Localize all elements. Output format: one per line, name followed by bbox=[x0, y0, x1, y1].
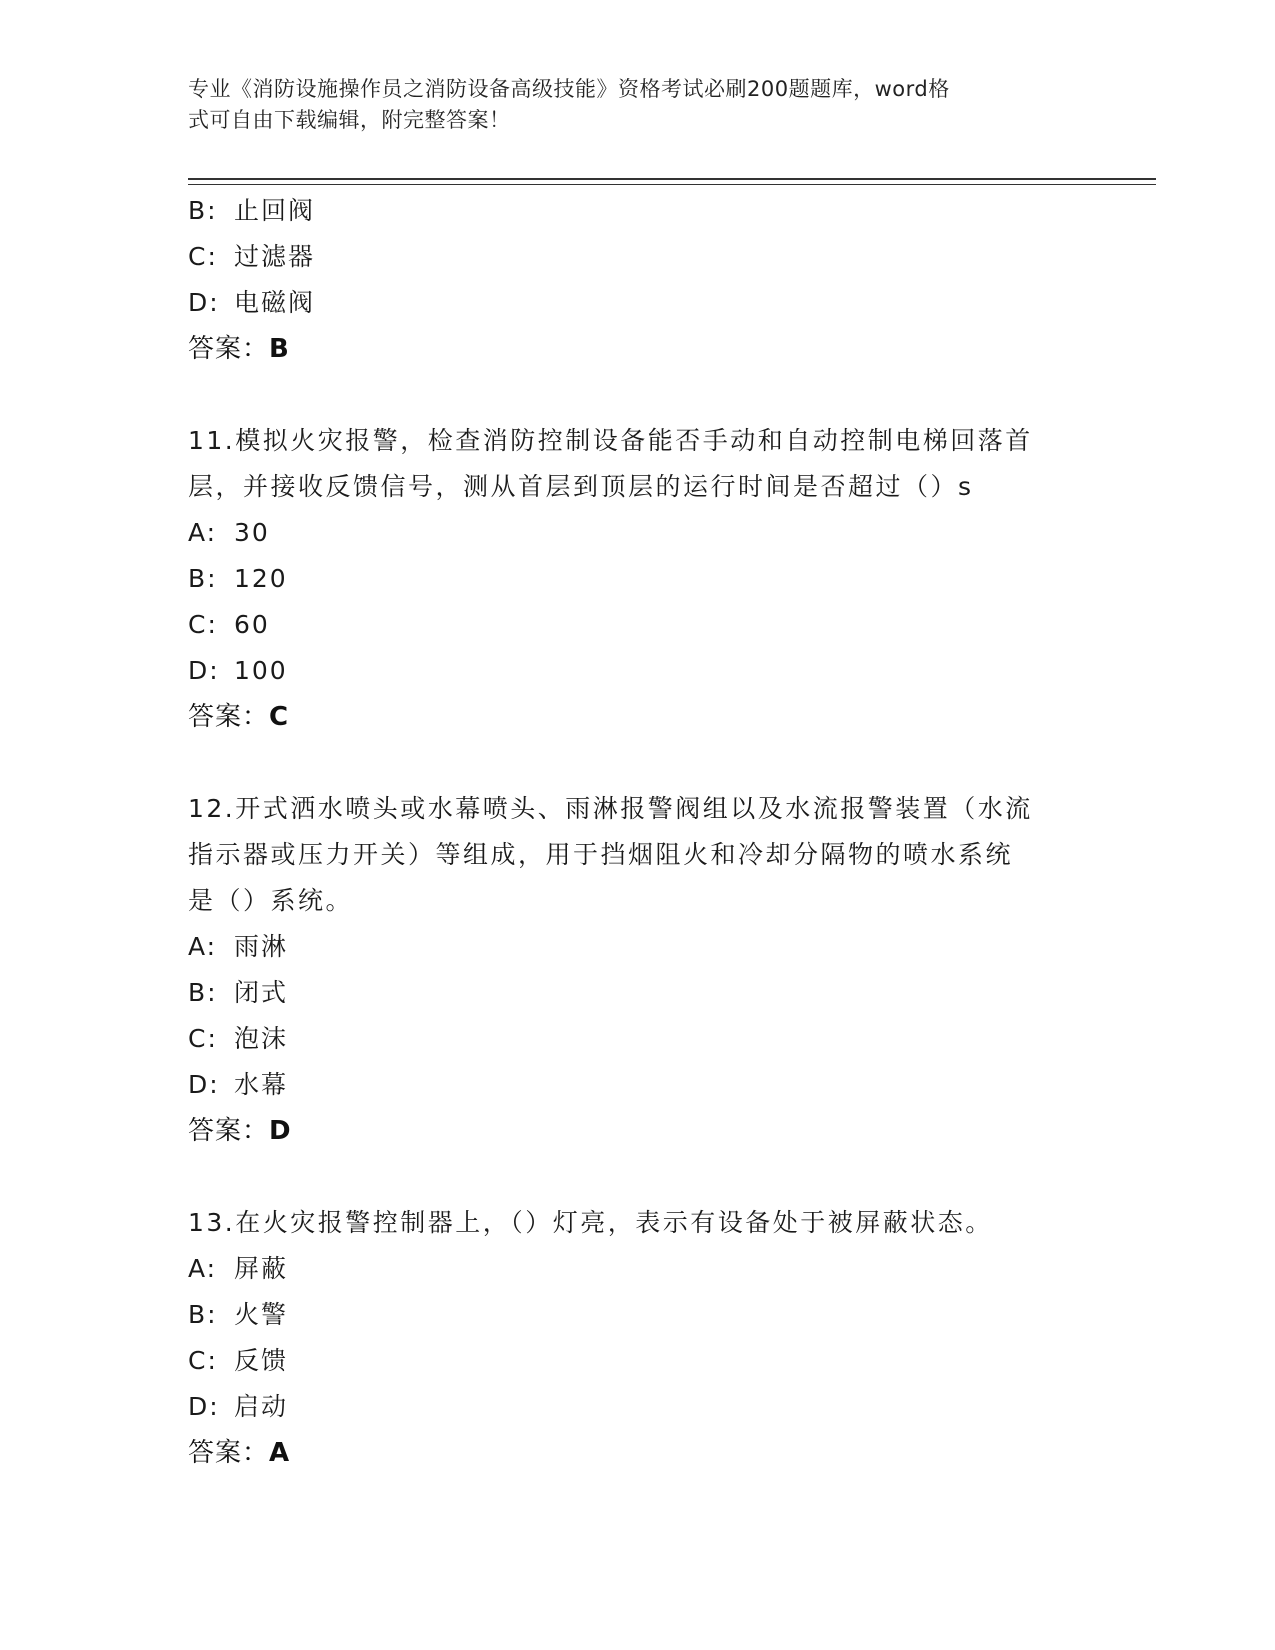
question-block-11 bbox=[188, 418, 1088, 740]
option-row bbox=[188, 280, 1088, 326]
option-text: 120 bbox=[234, 564, 288, 593]
stem-line: 12.开式洒水喷头或水幕喷头、雨淋报警阀组以及水流报警装置（水流 bbox=[188, 794, 1033, 823]
option-text: 止回阀 bbox=[234, 196, 316, 225]
header-line-1: 专业《消防设施操作员之消防设备高级技能》资格考试必刷200题题库，word格 bbox=[188, 77, 950, 101]
option-letter: A: bbox=[188, 932, 218, 961]
answer-line bbox=[188, 1430, 1088, 1476]
question-stem bbox=[188, 1200, 1088, 1246]
option-row bbox=[188, 648, 1088, 694]
option-text: 反馈 bbox=[234, 1346, 289, 1375]
option-text: 过滤器 bbox=[234, 242, 316, 271]
answer-label: 答案： bbox=[188, 334, 270, 364]
option-row bbox=[188, 188, 1088, 234]
option-text: 火警 bbox=[234, 1300, 289, 1329]
option-text: 60 bbox=[234, 610, 270, 639]
stem-line: 是（）系统。 bbox=[188, 886, 354, 915]
answer-label: 答案： bbox=[188, 1116, 270, 1146]
answer-value: A bbox=[269, 1438, 291, 1468]
stem-line: 13.在火灾报警控制器上，（）灯亮，表示有设备处于被屏蔽状态。 bbox=[188, 1208, 993, 1237]
option-text: 30 bbox=[234, 518, 270, 547]
answer-value: B bbox=[269, 334, 290, 364]
stem-line: 11.模拟火灾报警，检查消防控制设备能否手动和自动控制电梯回落首 bbox=[188, 426, 1033, 455]
option-letter: B: bbox=[188, 978, 218, 1007]
question-content bbox=[188, 188, 1088, 1476]
option-row bbox=[188, 1246, 1088, 1292]
page-header bbox=[188, 74, 1068, 136]
answer-line bbox=[188, 326, 1088, 372]
option-row bbox=[188, 1384, 1088, 1430]
option-letter: B: bbox=[188, 196, 218, 225]
option-letter: C: bbox=[188, 1346, 218, 1375]
option-letter: D: bbox=[188, 1070, 220, 1099]
option-row bbox=[188, 556, 1088, 602]
answer-label: 答案： bbox=[188, 1438, 270, 1468]
option-row bbox=[188, 1062, 1088, 1108]
option-row bbox=[188, 1292, 1088, 1338]
answer-label: 答案： bbox=[188, 702, 270, 732]
answer-value: D bbox=[269, 1116, 292, 1146]
question-block-10 bbox=[188, 188, 1088, 372]
option-letter: C: bbox=[188, 1024, 218, 1053]
option-letter: D: bbox=[188, 1392, 220, 1421]
option-row bbox=[188, 1016, 1088, 1062]
stem-line: 指示器或压力开关）等组成，用于挡烟阻火和冷却分隔物的喷水系统 bbox=[188, 840, 1014, 869]
option-text: 电磁阀 bbox=[234, 288, 316, 317]
question-stem bbox=[188, 418, 1088, 510]
answer-line bbox=[188, 694, 1088, 740]
option-row bbox=[188, 1338, 1088, 1384]
option-text: 屏蔽 bbox=[234, 1254, 289, 1283]
option-text: 水幕 bbox=[234, 1070, 289, 1099]
option-text: 雨淋 bbox=[234, 932, 289, 961]
option-letter: A: bbox=[188, 1254, 218, 1283]
question-block-12 bbox=[188, 786, 1088, 1154]
option-letter: C: bbox=[188, 242, 218, 271]
answer-value: C bbox=[269, 702, 290, 732]
header-rule-thin bbox=[188, 184, 1156, 185]
option-row bbox=[188, 970, 1088, 1016]
question-stem bbox=[188, 786, 1088, 924]
option-text: 泡沫 bbox=[234, 1024, 289, 1053]
option-letter: D: bbox=[188, 288, 220, 317]
option-row bbox=[188, 924, 1088, 970]
option-letter: B: bbox=[188, 1300, 218, 1329]
option-letter: D: bbox=[188, 656, 220, 685]
question-block-13 bbox=[188, 1200, 1088, 1476]
option-text: 启动 bbox=[234, 1392, 289, 1421]
option-text: 闭式 bbox=[234, 978, 289, 1007]
header-line-2: 式可自由下载编辑，附完整答案！ bbox=[188, 108, 511, 132]
answer-line bbox=[188, 1108, 1088, 1154]
stem-line: 层，并接收反馈信号，测从首层到顶层的运行时间是否超过（）s bbox=[188, 472, 974, 501]
option-row bbox=[188, 234, 1088, 280]
option-letter: C: bbox=[188, 610, 218, 639]
option-row bbox=[188, 602, 1088, 648]
header-rule-thick bbox=[188, 178, 1156, 180]
option-letter: A: bbox=[188, 518, 218, 547]
option-letter: B: bbox=[188, 564, 218, 593]
option-text: 100 bbox=[234, 656, 288, 685]
option-row bbox=[188, 510, 1088, 556]
